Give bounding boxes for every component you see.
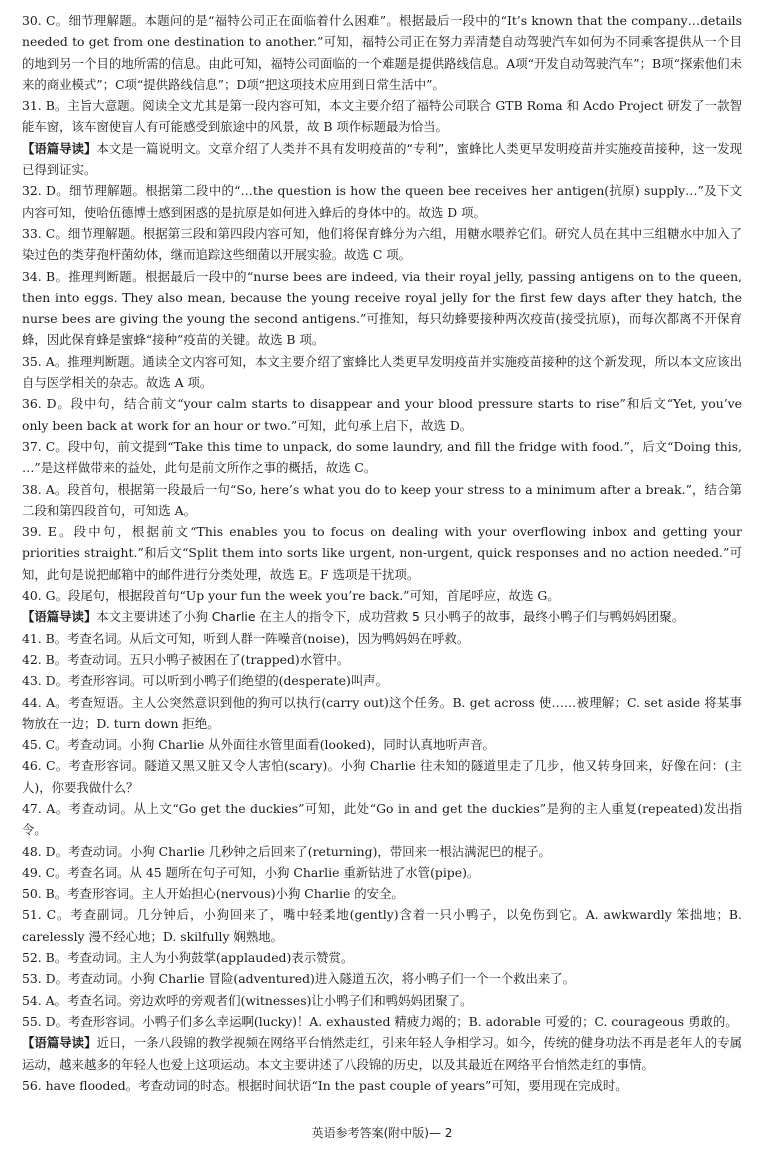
answer-item	[22, 223, 742, 266]
answer-item	[22, 841, 742, 862]
question-number: 50.	[22, 886, 42, 902]
reading-guide-text: 本文是一篇说明文。文章介绍了人类并不具有发明疫苗的“专利”，蜜蜂比人类更早发明疫苗并实施疫苗接种，这一发现已得到证实。	[22, 140, 742, 178]
answer-explanation: C。段中句，前文提到“Take this time to unpack, do some laundry, and fill the fridge with food.”，后文“Doing this, …”是这样做带来的益处，此句是前文所作之事的概括，故选 C。	[22, 438, 742, 476]
reading-guide	[22, 606, 742, 627]
reading-guide	[22, 138, 742, 181]
answer-item	[22, 351, 742, 394]
answer-item	[22, 1075, 742, 1096]
answer-explanation: C。细节理解题。本题问的是“福特公司正在面临着什么困难”。根据最后一段中的“It’s known that the company…details needed to get from one destination to another.”可知，福特公司正在努力弄清楚自动驾驶汽车如何为不同乘客提供从一个目的地到另一个目的地所需的信息。由此可知，福特公司面临的一个难题是提供路线信息。A项“开发自动驾驶汽车”；B项“探索他们未来的商业模式”；C项“提供路线信息”；D项“把这项技术应用到日常生活中”。	[22, 13, 742, 92]
answer-explanation: A。推理判断题。通读全文内容可知，本文主要介绍了蜜蜂比人类更早发明疫苗并实施疫苗接种的这个新发现，所以本文应该出自与医学相关的杂志。故选 A 项。	[22, 353, 742, 391]
answer-item	[22, 266, 742, 351]
answer-explanation: C。考查形容词。隧道又黑又脏又令人害怕(scary)。小狗 Charlie 往未知的隧道里走了几步，他又转身回来，好像在问：(主人)，你要我做什么？	[22, 758, 742, 795]
question-number: 40.	[22, 588, 42, 604]
question-number: 54.	[22, 992, 42, 1008]
answer-item	[22, 904, 742, 947]
answer-explanation: E。段中句，根据前文“This enables you to focus on dealing with your overflowing inbox and getting your priorities straight.”和后文“Split them into sorts like urgent, non-urgent, quick responses and no action needed.”可知，此句是说把邮箱中的邮件进行分类处理，故选 E。F 选项是干扰项。	[22, 524, 742, 582]
question-number: 39.	[22, 524, 42, 540]
question-number: 42.	[22, 651, 42, 667]
question-number: 43.	[22, 673, 42, 689]
answer-item	[22, 883, 742, 904]
answer-item	[22, 393, 742, 436]
question-number: 49.	[22, 864, 42, 880]
answer-explanation: B。考查动词。主人为小狗鼓掌(applauded)表示赞赏。	[45, 950, 354, 966]
question-number: 32.	[22, 183, 42, 199]
answer-item	[22, 585, 742, 606]
answer-item	[22, 1011, 742, 1032]
question-number: 51.	[22, 907, 42, 923]
answer-explanation: D。考查动词。小狗 Charlie 冒险(adventured)进入隧道五次，将小鸭子们一个一个救出来了。	[45, 971, 576, 987]
answer-explanation: C。考查名词。从 45 题所在句子可知，小狗 Charlie 重新钻进了水管(pipe)。	[45, 864, 480, 880]
reading-guide-tag: 【语篇导读】	[22, 1035, 97, 1051]
answer-explanation: D。段中句，结合前文“your calm starts to disappear and your blood pressure starts to rise”和后文“Yet, you’ve only been back at work for an hour or two.”可知，此句承上启下，故选 D。	[22, 396, 742, 433]
question-number: 36.	[22, 396, 42, 412]
answer-item	[22, 798, 742, 841]
answer-item	[22, 10, 742, 95]
answer-explanation: D。考查形容词。小鸭子们多么幸运啊(lucky)！A. exhausted 精疲力竭的；B. adorable 可爱的；C. courageous 勇敢的。	[45, 1013, 738, 1029]
answer-explanation: A。段首句，根据第一段最后一句“So, here’s what you do to keep your stress to a minimum after a break.”，结合第二段和第四段首句，可知选 A。	[22, 481, 742, 518]
answer-item	[22, 947, 742, 968]
question-number: 52.	[22, 950, 42, 966]
answer-explanation: B。主旨大意题。阅读全文尤其是第一段内容可知，本文主要介绍了福特公司联合 GTB Roma 和 Acdo Project 研发了一款智能车窗，该车窗使盲人有可能感受到旅途中的风景，故 B 项作标题最为恰当。	[22, 98, 742, 135]
answer-explanation: A。考查动词。从上文“Go get the duckies”可知，此处“Go in and get the duckies”是狗的主人重复(repeated)发出指令。	[22, 800, 742, 838]
question-number: 45.	[22, 737, 42, 753]
question-number: 53.	[22, 971, 42, 987]
question-number: 37.	[22, 438, 42, 454]
reading-guide-tag: 【语篇导读】	[22, 140, 97, 156]
answer-explanation: B。考查名词。从后文可知，听到人群一阵噪音(noise)，因为鸭妈妈在呼救。	[45, 630, 470, 646]
answer-explanation: D。考查形容词。可以听到小鸭子们绝望的(desperate)叫声。	[45, 673, 388, 689]
question-number: 44.	[22, 694, 42, 710]
question-number: 48.	[22, 843, 42, 859]
answer-item	[22, 990, 742, 1011]
answer-item	[22, 628, 742, 649]
answer-item	[22, 968, 742, 989]
question-number: 47.	[22, 800, 42, 816]
question-number: 56.	[22, 1077, 42, 1093]
answer-explanation: A。考查短语。主人公突然意识到他的狗可以执行(carry out)这个任务。B. get across 使……被理解；C. set aside 将某事物放在一边；D. turn down 拒绝。	[22, 694, 742, 731]
answer-explanation: B。考查形容词。主人开始担心(nervous)小狗 Charlie 的安全。	[45, 886, 404, 902]
answer-item	[22, 670, 742, 691]
reading-guide-tag: 【语篇导读】	[22, 609, 97, 625]
answer-item	[22, 692, 742, 735]
reading-guide-text: 本文主要讲述了小狗 Charlie 在主人的指令下，成功营救 5 只小鸭子的故事，最终小鸭子们与鸭妈妈团聚。	[96, 609, 685, 625]
answer-explanation: C。考查动词。小狗 Charlie 从外面往水管里面看(looked)，同时认真地听声音。	[45, 737, 495, 753]
question-number: 55.	[22, 1013, 42, 1029]
answer-explanation: G。段尾句，根据段首句“Up your fun the week you’re back.”可知，首尾呼应，故选 G。	[45, 588, 560, 604]
question-number: 33.	[22, 225, 42, 241]
answer-item	[22, 649, 742, 670]
answer-item	[22, 479, 742, 522]
answer-item	[22, 755, 742, 798]
answer-explanation: C。细节理解题。根据第三段和第四段内容可知，他们将保育蜂分为六组，用糖水喂养它们。研究人员在其中三组糖水中加入了染过色的类芽孢杆菌幼体，继而追踪这些细菌以开展实验。故选 C 项。	[22, 225, 742, 263]
answer-item	[22, 734, 742, 755]
answer-item	[22, 180, 742, 223]
answer-explanation: D。细节理解题。根据第二段中的“…the question is how the queen bee receives her antigen(抗原) supply…”及下文内容可知，使哈伍德博士感到困惑的是抗原是如何进入蜂后的身体中的。故选 D 项。	[22, 183, 742, 220]
page-footer: 英语参考答案(附中版)— 2	[311, 1126, 453, 1140]
answer-item	[22, 95, 742, 138]
question-number: 31.	[22, 98, 42, 114]
reading-guide-text: 近日，一条八段锦的教学视频在网络平台悄然走红，引来年轻人争相学习。如今，传统的健身功法不再是老年人的专属运动，越来越多的年轻人也爱上这项运动。本文主要讲述了八段锦的历史，以及其最近在网络平台悄然走红的事情。	[22, 1035, 743, 1072]
answer-explanation: C。考查副词。几分钟后，小狗回来了，嘴中轻柔地(gently)含着一只小鸭子，以免伤到它。A. awkwardly 笨拙地；B. carelessly 漫不经心地；D. skilfully 娴熟地。	[22, 907, 742, 944]
answer-list	[22, 10, 742, 1096]
answer-explanation: A。考查名词。旁边欢呼的旁观者们(witnesses)让小鸭子们和鸭妈妈团聚了。	[45, 992, 473, 1008]
answer-explanation: B。考查动词。五只小鸭子被困在了(trapped)水管中。	[45, 651, 350, 667]
answer-item	[22, 862, 742, 883]
question-number: 41.	[22, 630, 42, 646]
answer-item	[22, 436, 742, 479]
answer-item	[22, 521, 742, 585]
question-number: 38.	[22, 481, 42, 497]
answer-explanation: have flooded。考查动词的时态。根据时间状语“In the past couple of years”可知，要用现在完成时。	[45, 1077, 628, 1093]
question-number: 34.	[22, 268, 42, 284]
answer-explanation: B。推理判断题。根据最后一段中的“nurse bees are indeed, via their royal jelly, passing antigens on to the queen, then into eggs. They also mean, because the young receive royal jelly for the first few days after they hatch, the nurse bees are giving the young the second antigens.”可推知，每只幼蜂要接种两次疫苗(接受抗原)，而每次都离不开保育蜂，因此保育蜂是蜜蜂“接种”疫苗的关键。故选 B 项。	[22, 268, 742, 348]
reading-guide	[22, 1032, 742, 1075]
question-number: 46.	[22, 758, 42, 774]
question-number: 35.	[22, 353, 42, 369]
answer-explanation: D。考查动词。小狗 Charlie 几秒钟之后回来了(returning)，带回来一根沾满泥巴的棍子。	[45, 843, 551, 859]
question-number: 30.	[22, 13, 42, 28]
